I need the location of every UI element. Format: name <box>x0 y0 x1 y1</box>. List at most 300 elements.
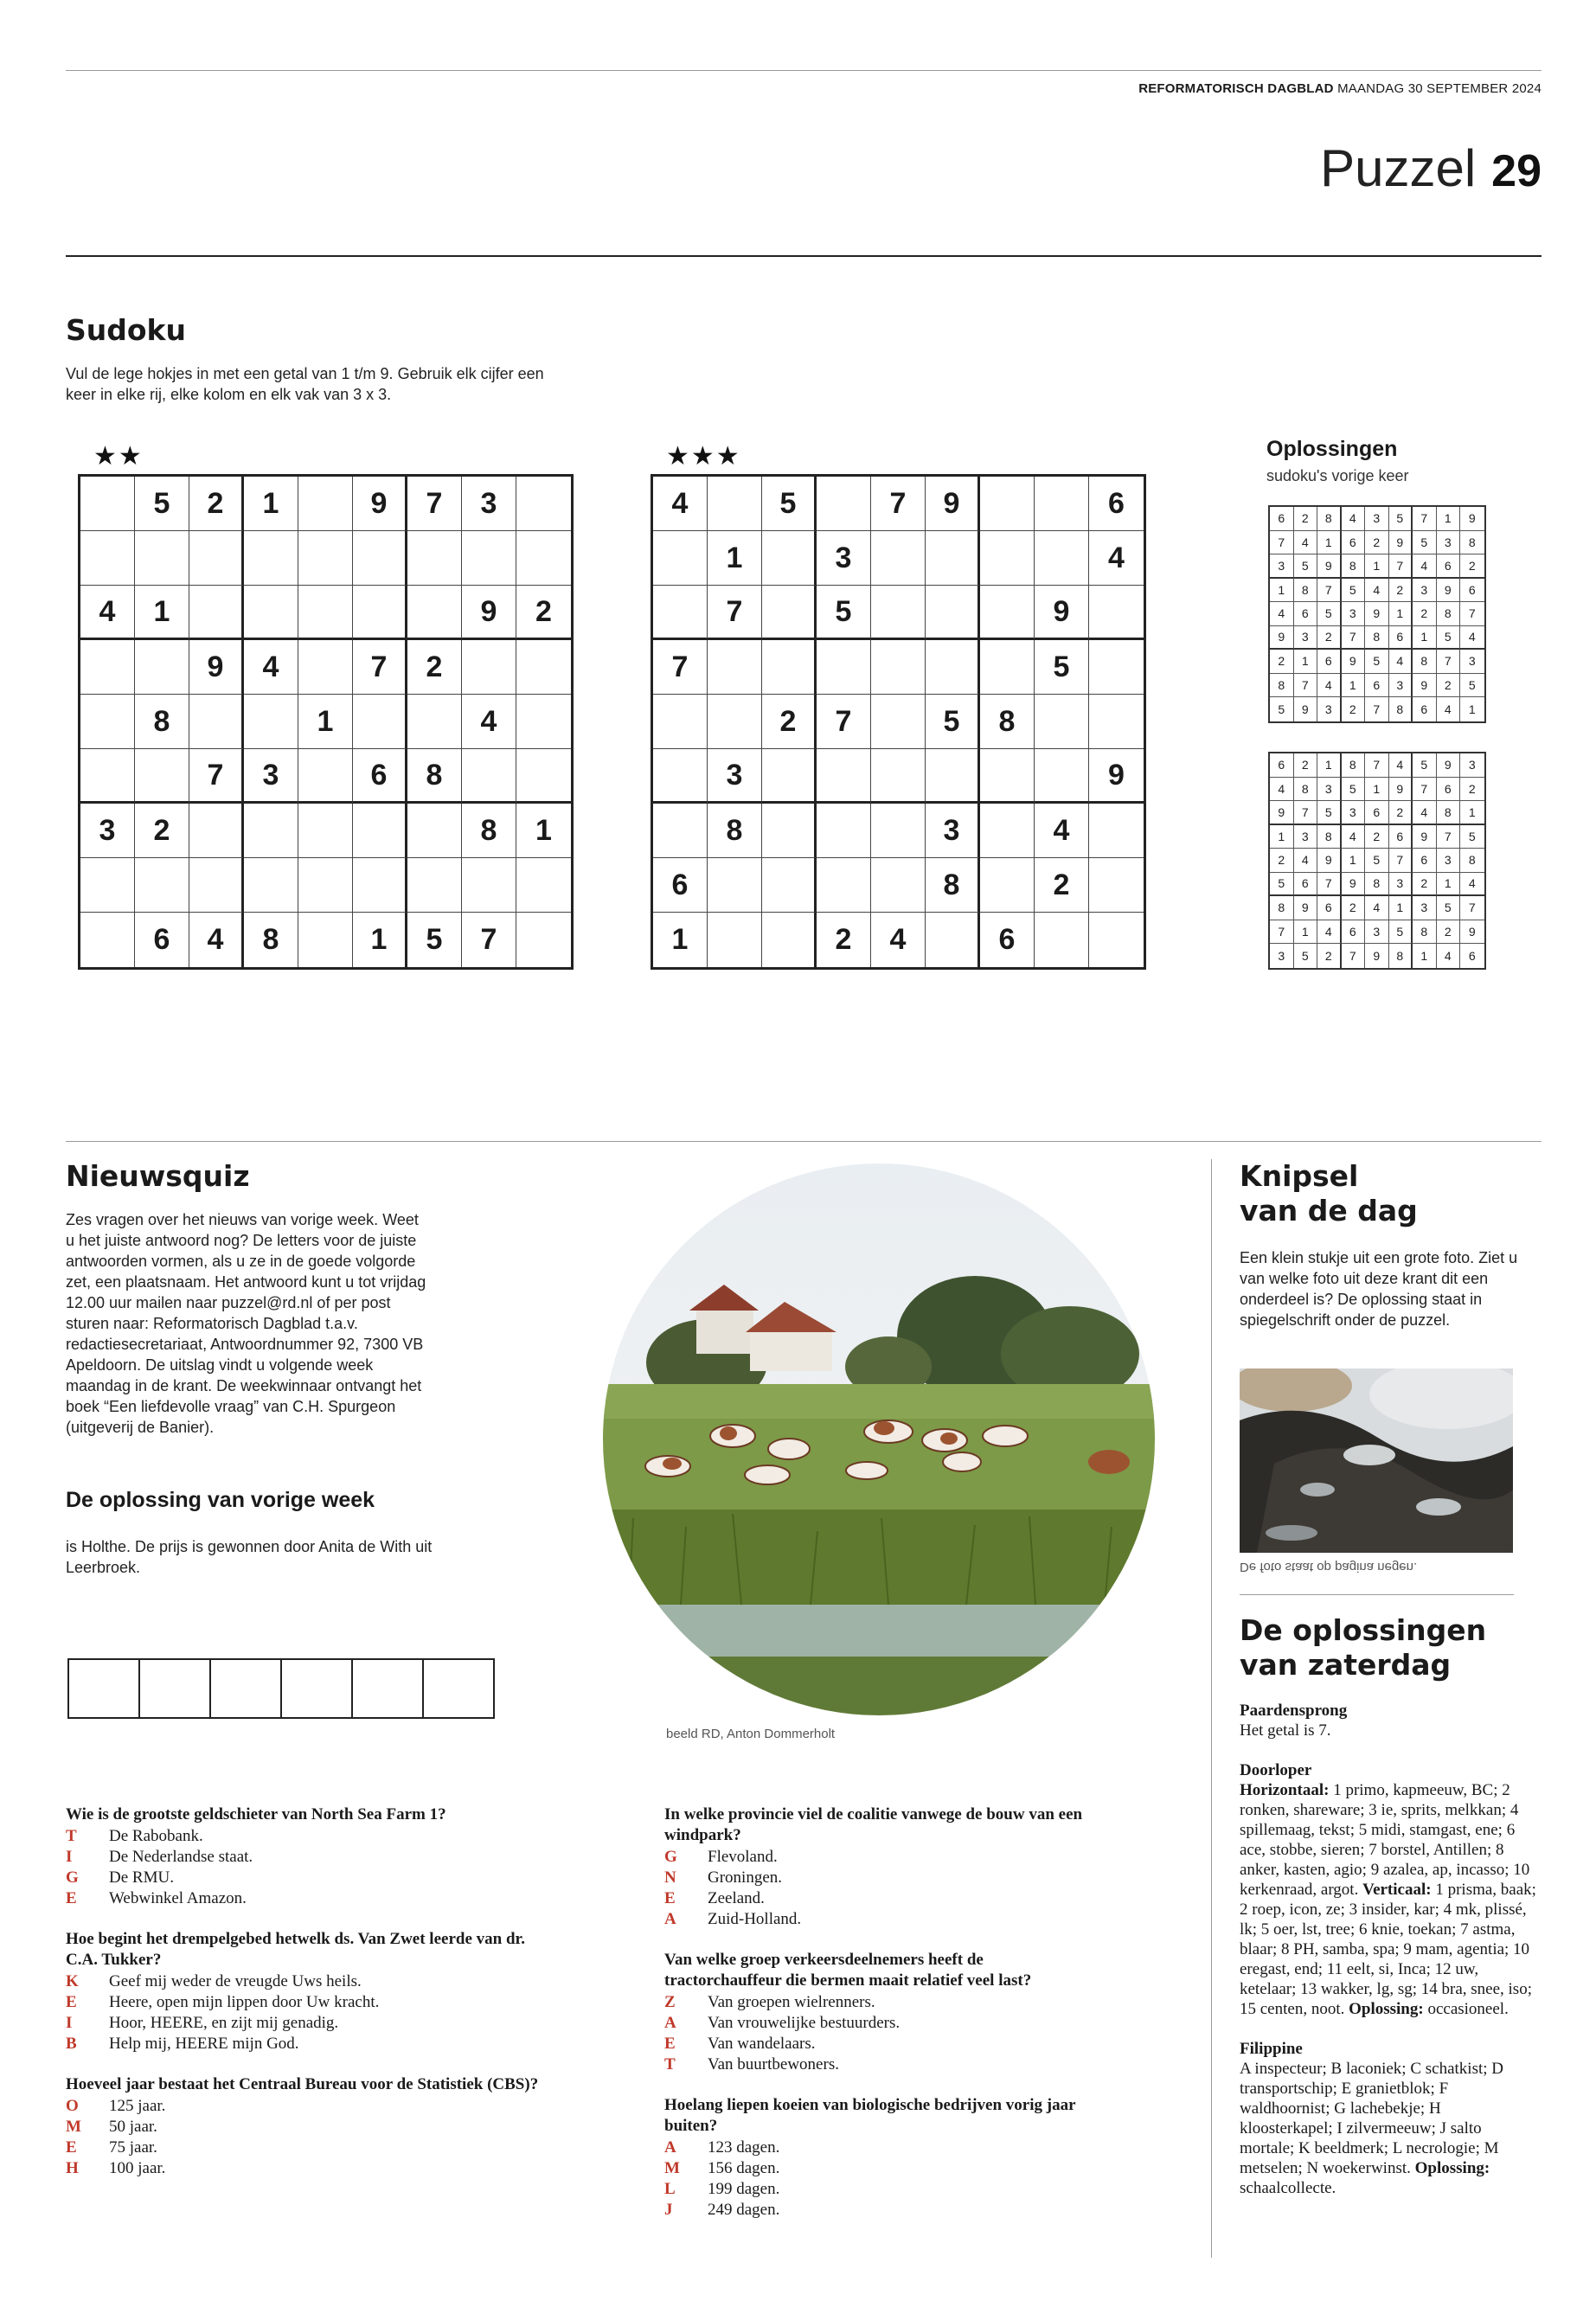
quiz-option[interactable] <box>66 1888 550 1909</box>
solution-cell: 2 <box>1294 507 1318 531</box>
sudoku-cell[interactable] <box>653 586 708 640</box>
sudoku-cell: 5 <box>135 477 189 531</box>
solution-cell: 7 <box>1437 825 1461 849</box>
knipsel-title-line-2: van de dag <box>1240 1194 1418 1227</box>
sudoku-cell[interactable] <box>353 695 407 749</box>
answer-box[interactable] <box>280 1658 353 1719</box>
solution-cell: 8 <box>1270 674 1294 698</box>
sudoku-cell[interactable] <box>708 640 762 695</box>
doorloper-solution-text: occasioneel. <box>1423 2000 1509 2018</box>
sudoku-cell[interactable] <box>653 695 708 749</box>
sudoku-cell[interactable] <box>871 695 926 749</box>
sudoku-cell[interactable] <box>353 586 407 640</box>
solution-cell: 2 <box>1460 778 1484 802</box>
knipsel-rule <box>1240 1594 1514 1595</box>
solution-cell: 1 <box>1437 507 1461 531</box>
solution-cell: 7 <box>1389 554 1413 579</box>
sudoku-cell[interactable] <box>708 858 762 913</box>
sudoku-cell[interactable] <box>298 640 353 695</box>
sudoku-cell: 5 <box>817 586 871 640</box>
sudoku-cell[interactable] <box>1035 913 1089 967</box>
sudoku-cell[interactable] <box>80 749 135 804</box>
sudoku-cell[interactable] <box>980 749 1035 804</box>
solution-cell: 9 <box>1294 896 1318 920</box>
quiz-option-text: 50 jaar. <box>109 2118 157 2136</box>
solution-cell: 3 <box>1270 554 1294 579</box>
sudoku-cell[interactable] <box>762 749 817 804</box>
masthead-paper: REFORMATORISCH DAGBLAD <box>1138 81 1334 96</box>
solution-cell: 2 <box>1365 825 1389 849</box>
sudoku-cell: 7 <box>708 586 762 640</box>
solution-cell: 8 <box>1413 650 1437 674</box>
nieuwsquiz-title: Nieuwsquiz <box>66 1159 250 1193</box>
quiz-option[interactable] <box>664 1888 1097 1909</box>
solution-cell: 6 <box>1389 626 1413 651</box>
solution-cell: 9 <box>1294 697 1318 721</box>
sudoku-cell[interactable] <box>1089 858 1144 913</box>
solution-cell: 3 <box>1413 579 1437 603</box>
solution-cell: 5 <box>1294 944 1318 968</box>
sudoku-cell[interactable] <box>871 640 926 695</box>
sudoku-cell: 8 <box>708 804 762 858</box>
sudoku-cell: 4 <box>1089 531 1144 586</box>
solution-cell: 9 <box>1413 825 1437 849</box>
sudoku-cell[interactable] <box>407 858 462 913</box>
solution-cell: 8 <box>1365 626 1389 651</box>
sudoku-cell[interactable] <box>653 531 708 586</box>
solution-cell: 5 <box>1342 579 1366 603</box>
sudoku-cell[interactable] <box>516 858 571 913</box>
quiz-option-text: Heere, open mijn lippen door Uw kracht. <box>109 1993 380 2011</box>
sudoku-cell[interactable] <box>298 749 353 804</box>
solution-cell: 6 <box>1294 602 1318 626</box>
sudoku-cell[interactable] <box>189 531 244 586</box>
sudoku-cell: 9 <box>1089 749 1144 804</box>
previous-solution-text: is Holthe. De prijs is gewonnen door Anita de With uit Leerbroek. <box>66 1538 433 1576</box>
quiz-option[interactable] <box>664 2158 1097 2179</box>
doorloper-title: Doorloper <box>1240 1761 1312 1779</box>
sudoku-cell[interactable] <box>871 749 926 804</box>
quiz-option[interactable] <box>664 2179 1097 2200</box>
sudoku-cell[interactable] <box>298 477 353 531</box>
solution-cell: 2 <box>1317 626 1342 651</box>
quiz-option-text: 75 jaar. <box>109 2138 157 2157</box>
section-heading <box>1320 138 1542 208</box>
sudoku-cell[interactable] <box>462 640 516 695</box>
solution-cell: 7 <box>1389 849 1413 873</box>
quiz-option-text: Zeeland. <box>708 1889 765 1907</box>
quiz-option[interactable] <box>66 2034 550 2054</box>
sudoku-cell[interactable] <box>1035 477 1089 531</box>
solution-cell: 8 <box>1294 579 1318 603</box>
sudoku-cell[interactable] <box>1089 640 1144 695</box>
sudoku-cell[interactable] <box>189 804 244 858</box>
answer-box[interactable] <box>422 1658 495 1719</box>
sudoku-cell[interactable] <box>244 695 298 749</box>
answer-box[interactable] <box>209 1658 282 1719</box>
quiz-option[interactable] <box>664 1868 1097 1888</box>
solution-cell: 9 <box>1460 507 1484 531</box>
quiz-option[interactable] <box>66 2117 550 2138</box>
solution-cell: 2 <box>1413 873 1437 897</box>
quiz-option[interactable] <box>664 2200 1097 2221</box>
quiz-option[interactable] <box>664 2034 1097 2054</box>
sudoku-cell: 1 <box>244 477 298 531</box>
sudoku-cell: 7 <box>353 640 407 695</box>
solution-cell: 8 <box>1317 825 1342 849</box>
quiz-option[interactable] <box>66 2158 550 2179</box>
sudoku-cell[interactable] <box>1035 749 1089 804</box>
answer-box[interactable] <box>351 1658 424 1719</box>
sudoku-cell[interactable] <box>189 586 244 640</box>
solution-cell: 9 <box>1317 554 1342 579</box>
knipsel-title-line-1: Knipsel <box>1240 1159 1359 1193</box>
solution-cell: 4 <box>1413 801 1437 825</box>
filippine-title: Filippine <box>1240 2040 1303 2058</box>
solution-cell: 7 <box>1365 697 1389 721</box>
sudoku-cell[interactable] <box>244 858 298 913</box>
sudoku-cell[interactable] <box>1035 695 1089 749</box>
solution-cell: 9 <box>1317 849 1342 873</box>
solution-cell: 1 <box>1294 650 1318 674</box>
solution-cell: 6 <box>1460 579 1484 603</box>
solution-cell: 5 <box>1365 849 1389 873</box>
solution-cell: 4 <box>1342 825 1366 849</box>
middle-rule <box>66 1141 1542 1142</box>
sudoku-cell[interactable] <box>708 913 762 967</box>
sudoku-cell[interactable] <box>708 695 762 749</box>
solution-cell: 1 <box>1270 579 1294 603</box>
sudoku-cell[interactable] <box>980 477 1035 531</box>
solution-grid-1 <box>1268 505 1486 723</box>
sudoku-cell: 4 <box>244 640 298 695</box>
paardensprong-title: Paardensprong <box>1240 1702 1348 1720</box>
solution-cell: 7 <box>1413 507 1437 531</box>
sudoku-cell[interactable] <box>762 858 817 913</box>
solution-cell: 1 <box>1317 531 1342 555</box>
sudoku-cell[interactable] <box>817 477 871 531</box>
solution-cell: 1 <box>1460 801 1484 825</box>
solution-cell: 5 <box>1270 873 1294 897</box>
sudoku-cell: 6 <box>353 749 407 804</box>
sudoku-cell[interactable] <box>516 640 571 695</box>
solution-cell: 1 <box>1365 554 1389 579</box>
sudoku-cell[interactable] <box>653 804 708 858</box>
quiz-option-letter: K <box>66 1972 79 1990</box>
solution-cell: 4 <box>1389 650 1413 674</box>
solution-cell: 1 <box>1437 873 1461 897</box>
sudoku-cell: 3 <box>817 531 871 586</box>
solution-cell: 3 <box>1270 944 1294 968</box>
answer-box[interactable] <box>67 1658 140 1719</box>
quiz-option[interactable] <box>66 2096 550 2117</box>
sudoku-cell[interactable] <box>1089 913 1144 967</box>
solution-cell: 4 <box>1389 753 1413 778</box>
quiz-option[interactable] <box>664 1909 1097 1930</box>
sudoku-cell[interactable] <box>407 586 462 640</box>
sudoku-cell[interactable] <box>762 804 817 858</box>
solution-cell: 2 <box>1270 650 1294 674</box>
section-name: Puzzel <box>1320 139 1477 197</box>
sudoku-cell: 2 <box>407 640 462 695</box>
sudoku-cell[interactable] <box>353 804 407 858</box>
sudoku-cell[interactable] <box>871 804 926 858</box>
quiz-option-letter: A <box>664 2138 676 2157</box>
quiz-option[interactable] <box>66 1826 550 1847</box>
quiz-option-letter: G <box>66 1868 79 1887</box>
sudoku-cell[interactable] <box>1035 531 1089 586</box>
quiz-question-text: Wie is de grootste geldschieter van North Sea Farm 1? <box>66 1805 446 1823</box>
sudoku-cell: 9 <box>189 640 244 695</box>
sudoku-cell: 1 <box>298 695 353 749</box>
sudoku-cell[interactable] <box>516 913 571 967</box>
quiz-option[interactable] <box>66 1971 550 1992</box>
sudoku-cell[interactable] <box>298 858 353 913</box>
sudoku-cell[interactable] <box>244 531 298 586</box>
sudoku-cell[interactable] <box>817 858 871 913</box>
quiz-option-letter: N <box>664 1868 676 1887</box>
sudoku-cell[interactable] <box>80 531 135 586</box>
quiz-option[interactable] <box>664 2138 1097 2158</box>
solution-cell: 2 <box>1317 944 1342 968</box>
sudoku-cell: 6 <box>135 913 189 967</box>
solution-cell: 2 <box>1460 554 1484 579</box>
quiz-option-text: Geef mij weder de vreugde Uws heils. <box>109 1972 362 1990</box>
sudoku-cell[interactable] <box>462 531 516 586</box>
sudoku-cell: 9 <box>1035 586 1089 640</box>
oplossingen-body <box>1240 1701 1538 2198</box>
sudoku-cell: 2 <box>516 586 571 640</box>
sudoku-cell: 6 <box>653 858 708 913</box>
sudoku-cell[interactable] <box>516 749 571 804</box>
sudoku-cell[interactable] <box>762 640 817 695</box>
solution-cell: 2 <box>1342 697 1366 721</box>
solution-cell: 4 <box>1317 674 1342 698</box>
sudoku-cell[interactable] <box>516 477 571 531</box>
quiz-option-letter: L <box>664 2180 676 2198</box>
quiz-question-text: Hoelang liepen koeien van biologische bedrijven vorig jaar buiten? <box>664 2096 1076 2135</box>
sudoku-cell: 5 <box>407 913 462 967</box>
solution-cell: 6 <box>1468 948 1476 963</box>
sudoku-cell[interactable] <box>762 913 817 967</box>
solution-cell: 7 <box>1460 896 1484 920</box>
sudoku-cell[interactable] <box>1089 695 1144 749</box>
sudoku-cell[interactable] <box>80 640 135 695</box>
sudoku-cell[interactable] <box>353 531 407 586</box>
solution-cell: 1 <box>1389 602 1413 626</box>
solution-cell: 3 <box>1342 602 1366 626</box>
solution-cell: 1 <box>1342 849 1366 873</box>
sudoku-cell[interactable] <box>871 858 926 913</box>
sudoku-cell: 4 <box>1035 804 1089 858</box>
quiz-option[interactable] <box>664 1992 1097 2013</box>
solution-cell: 9 <box>1437 579 1461 603</box>
sudoku-cell: 1 <box>653 913 708 967</box>
quiz-option[interactable] <box>664 2054 1097 2075</box>
sudoku-cell[interactable] <box>653 749 708 804</box>
solution-cell: 1 <box>1294 920 1318 945</box>
sudoku-cell[interactable] <box>244 586 298 640</box>
knipsel-mirror-text: De foto staat op pagina negen. <box>1240 1560 1418 1574</box>
sudoku-cell[interactable] <box>762 531 817 586</box>
sudoku-cell: 1 <box>353 913 407 967</box>
solution-cell: 5 <box>1413 531 1437 555</box>
sudoku-cell: 9 <box>926 477 980 531</box>
solution-cell: 7 <box>1342 626 1366 651</box>
sudoku-cell[interactable] <box>980 640 1035 695</box>
sudoku-cell[interactable] <box>80 477 135 531</box>
solution-cell: 1 <box>1413 944 1437 968</box>
sudoku-cell[interactable] <box>516 531 571 586</box>
solution-cell: 5 <box>1365 650 1389 674</box>
quiz-option-letter: M <box>66 2118 81 2136</box>
sudoku-cell[interactable] <box>298 586 353 640</box>
sudoku-cell[interactable] <box>462 749 516 804</box>
solution-cell: 6 <box>1270 753 1294 778</box>
quiz-option[interactable] <box>66 2138 550 2158</box>
sudoku-cell[interactable] <box>871 531 926 586</box>
sudoku-cell: 5 <box>1035 640 1089 695</box>
solution-cell: 4 <box>1437 944 1461 968</box>
sudoku-cell[interactable] <box>1089 586 1144 640</box>
sudoku-cell[interactable] <box>353 858 407 913</box>
solution-cell: 4 <box>1270 778 1294 802</box>
sudoku-cell[interactable] <box>871 586 926 640</box>
quiz-option-letter: E <box>664 2035 676 2053</box>
sudoku-cell[interactable] <box>980 586 1035 640</box>
sudoku-cell[interactable] <box>926 586 980 640</box>
solution-cell: 4 <box>1437 697 1461 721</box>
sudoku-cell[interactable] <box>926 640 980 695</box>
quiz-option-text: Flevoland. <box>708 1848 778 1866</box>
sudoku-cell[interactable] <box>980 858 1035 913</box>
quiz-option-text: De RMU. <box>109 1868 174 1887</box>
quiz-option[interactable] <box>66 2013 550 2034</box>
sudoku-cell[interactable] <box>298 531 353 586</box>
sudoku-cell: 9 <box>462 586 516 640</box>
solution-cell: 7 <box>1270 531 1294 555</box>
sudoku-cell[interactable] <box>407 695 462 749</box>
sudoku-cell[interactable] <box>516 695 571 749</box>
solution-cell: 7 <box>1317 873 1342 897</box>
quiz-option[interactable] <box>664 2013 1097 2034</box>
sudoku-cell[interactable] <box>817 804 871 858</box>
quiz-option[interactable] <box>66 1847 550 1868</box>
sudoku-cell[interactable] <box>926 913 980 967</box>
solution-cell: 9 <box>1365 944 1389 968</box>
sudoku-cell: 2 <box>189 477 244 531</box>
quiz-option-text: 123 dagen. <box>708 2138 780 2157</box>
sudoku-cell: 1 <box>135 586 189 640</box>
sudoku-cell: 3 <box>708 749 762 804</box>
sudoku-cell[interactable] <box>189 858 244 913</box>
sudoku-cell[interactable] <box>1089 804 1144 858</box>
solution-cell: 9 <box>1270 801 1294 825</box>
quiz-option[interactable] <box>66 1868 550 1888</box>
sudoku-cell[interactable] <box>135 531 189 586</box>
sudoku-cell[interactable] <box>708 477 762 531</box>
oplossingen-title-line-2: van zaterdag <box>1240 1648 1452 1682</box>
solution-cell: 3 <box>1389 674 1413 698</box>
sudoku-cell[interactable] <box>135 640 189 695</box>
sudoku-cell: 8 <box>926 858 980 913</box>
paardensprong-text: Het getal is 7. <box>1240 1721 1331 1740</box>
sudoku-cell[interactable] <box>298 913 353 967</box>
solution-cell: 5 <box>1460 825 1484 849</box>
solution-cell: 6 <box>1365 801 1389 825</box>
quiz-option-letter: E <box>66 2138 77 2157</box>
sudoku-cell[interactable] <box>135 749 189 804</box>
sudoku-cell[interactable] <box>980 531 1035 586</box>
solution-cell: 5 <box>1437 626 1461 651</box>
quiz-questions-left <box>66 1804 550 2199</box>
quiz-option[interactable] <box>664 1847 1097 1868</box>
sudoku-cell[interactable] <box>817 749 871 804</box>
solution-cell: 1 <box>1365 778 1389 802</box>
knipsel-text: Een klein stukje uit een grote foto. Ziet u van welke foto uit deze krant dit een onderdeel is? De oplossing staat in spiegelschrift onder de puzzel. <box>1240 1249 1518 1329</box>
sudoku-cell: 8 <box>135 695 189 749</box>
solution-cell: 8 <box>1317 507 1342 531</box>
quiz-option[interactable] <box>66 1992 550 2013</box>
sudoku-cell[interactable] <box>462 858 516 913</box>
solutions-subtitle: sudoku's vorige keer <box>1266 467 1409 484</box>
sudoku-cell: 2 <box>1035 858 1089 913</box>
quiz-option-text: 125 jaar. <box>109 2097 166 2115</box>
sudoku-cell[interactable] <box>407 531 462 586</box>
solution-cell: 7 <box>1365 753 1389 778</box>
solution-cell: 6 <box>1270 507 1294 531</box>
quiz-question <box>66 2074 550 2179</box>
solution-cell: 1 <box>1468 702 1476 716</box>
solution-cell: 7 <box>1342 944 1366 968</box>
solution-cell: 6 <box>1317 650 1342 674</box>
sudoku-cell: 8 <box>407 749 462 804</box>
answer-box[interactable] <box>138 1658 211 1719</box>
quiz-option-letter: Z <box>664 1993 676 2011</box>
sudoku-cell[interactable] <box>244 804 298 858</box>
sudoku-cell[interactable] <box>298 804 353 858</box>
sudoku-cell: 3 <box>80 804 135 858</box>
solution-cell: 7 <box>1294 674 1318 698</box>
solution-cell: 8 <box>1342 554 1366 579</box>
sudoku-cell[interactable] <box>80 695 135 749</box>
quiz-question-text: In welke provincie viel de coalitie vanwege de bouw van een windpark? <box>664 1805 1083 1844</box>
sudoku-cell[interactable] <box>980 804 1035 858</box>
verticaal-text: 1 prisma, baak; 2 roep, icon, ze; 3 insider, kar; 4 mk, plissé, lk; 5 oer, lst, tree; 6 knie, toekan; 7 astma, blaar; 8 PH, samba, spa; 9 mam, agentia; 10 eregast, end; 11 eelt, si, Inca; 12 uw, ketelaar; 13 wakker, lg, sg; 14 bra, snee, iso; 15 centen, noot. <box>1240 1881 1536 2018</box>
quiz-option-letter: G <box>664 1848 677 1866</box>
solution-cell: 6 <box>1389 825 1413 849</box>
solution-cell: 4 <box>1365 896 1389 920</box>
sudoku-cell[interactable] <box>80 913 135 967</box>
sudoku-cell[interactable] <box>762 586 817 640</box>
sudoku-cell: 8 <box>980 695 1035 749</box>
quiz-question <box>664 1804 1097 1930</box>
sudoku-cell[interactable] <box>817 640 871 695</box>
oplossingen-title-line-1: De oplossingen <box>1240 1613 1487 1647</box>
sudoku-cell[interactable] <box>80 858 135 913</box>
sudoku-cell: 4 <box>462 695 516 749</box>
solution-cell: 3 <box>1460 753 1484 778</box>
sudoku-cell[interactable] <box>135 858 189 913</box>
solution-cell: 9 <box>1437 753 1461 778</box>
quiz-option-text: Help mij, HEERE mijn God. <box>109 2035 299 2053</box>
sudoku-cell[interactable] <box>926 749 980 804</box>
solution-cell: 9 <box>1389 778 1413 802</box>
solution-cell: 3 <box>1365 507 1389 531</box>
sudoku-cell[interactable] <box>407 804 462 858</box>
sudoku-cell[interactable] <box>189 695 244 749</box>
sudoku-cell[interactable] <box>926 531 980 586</box>
